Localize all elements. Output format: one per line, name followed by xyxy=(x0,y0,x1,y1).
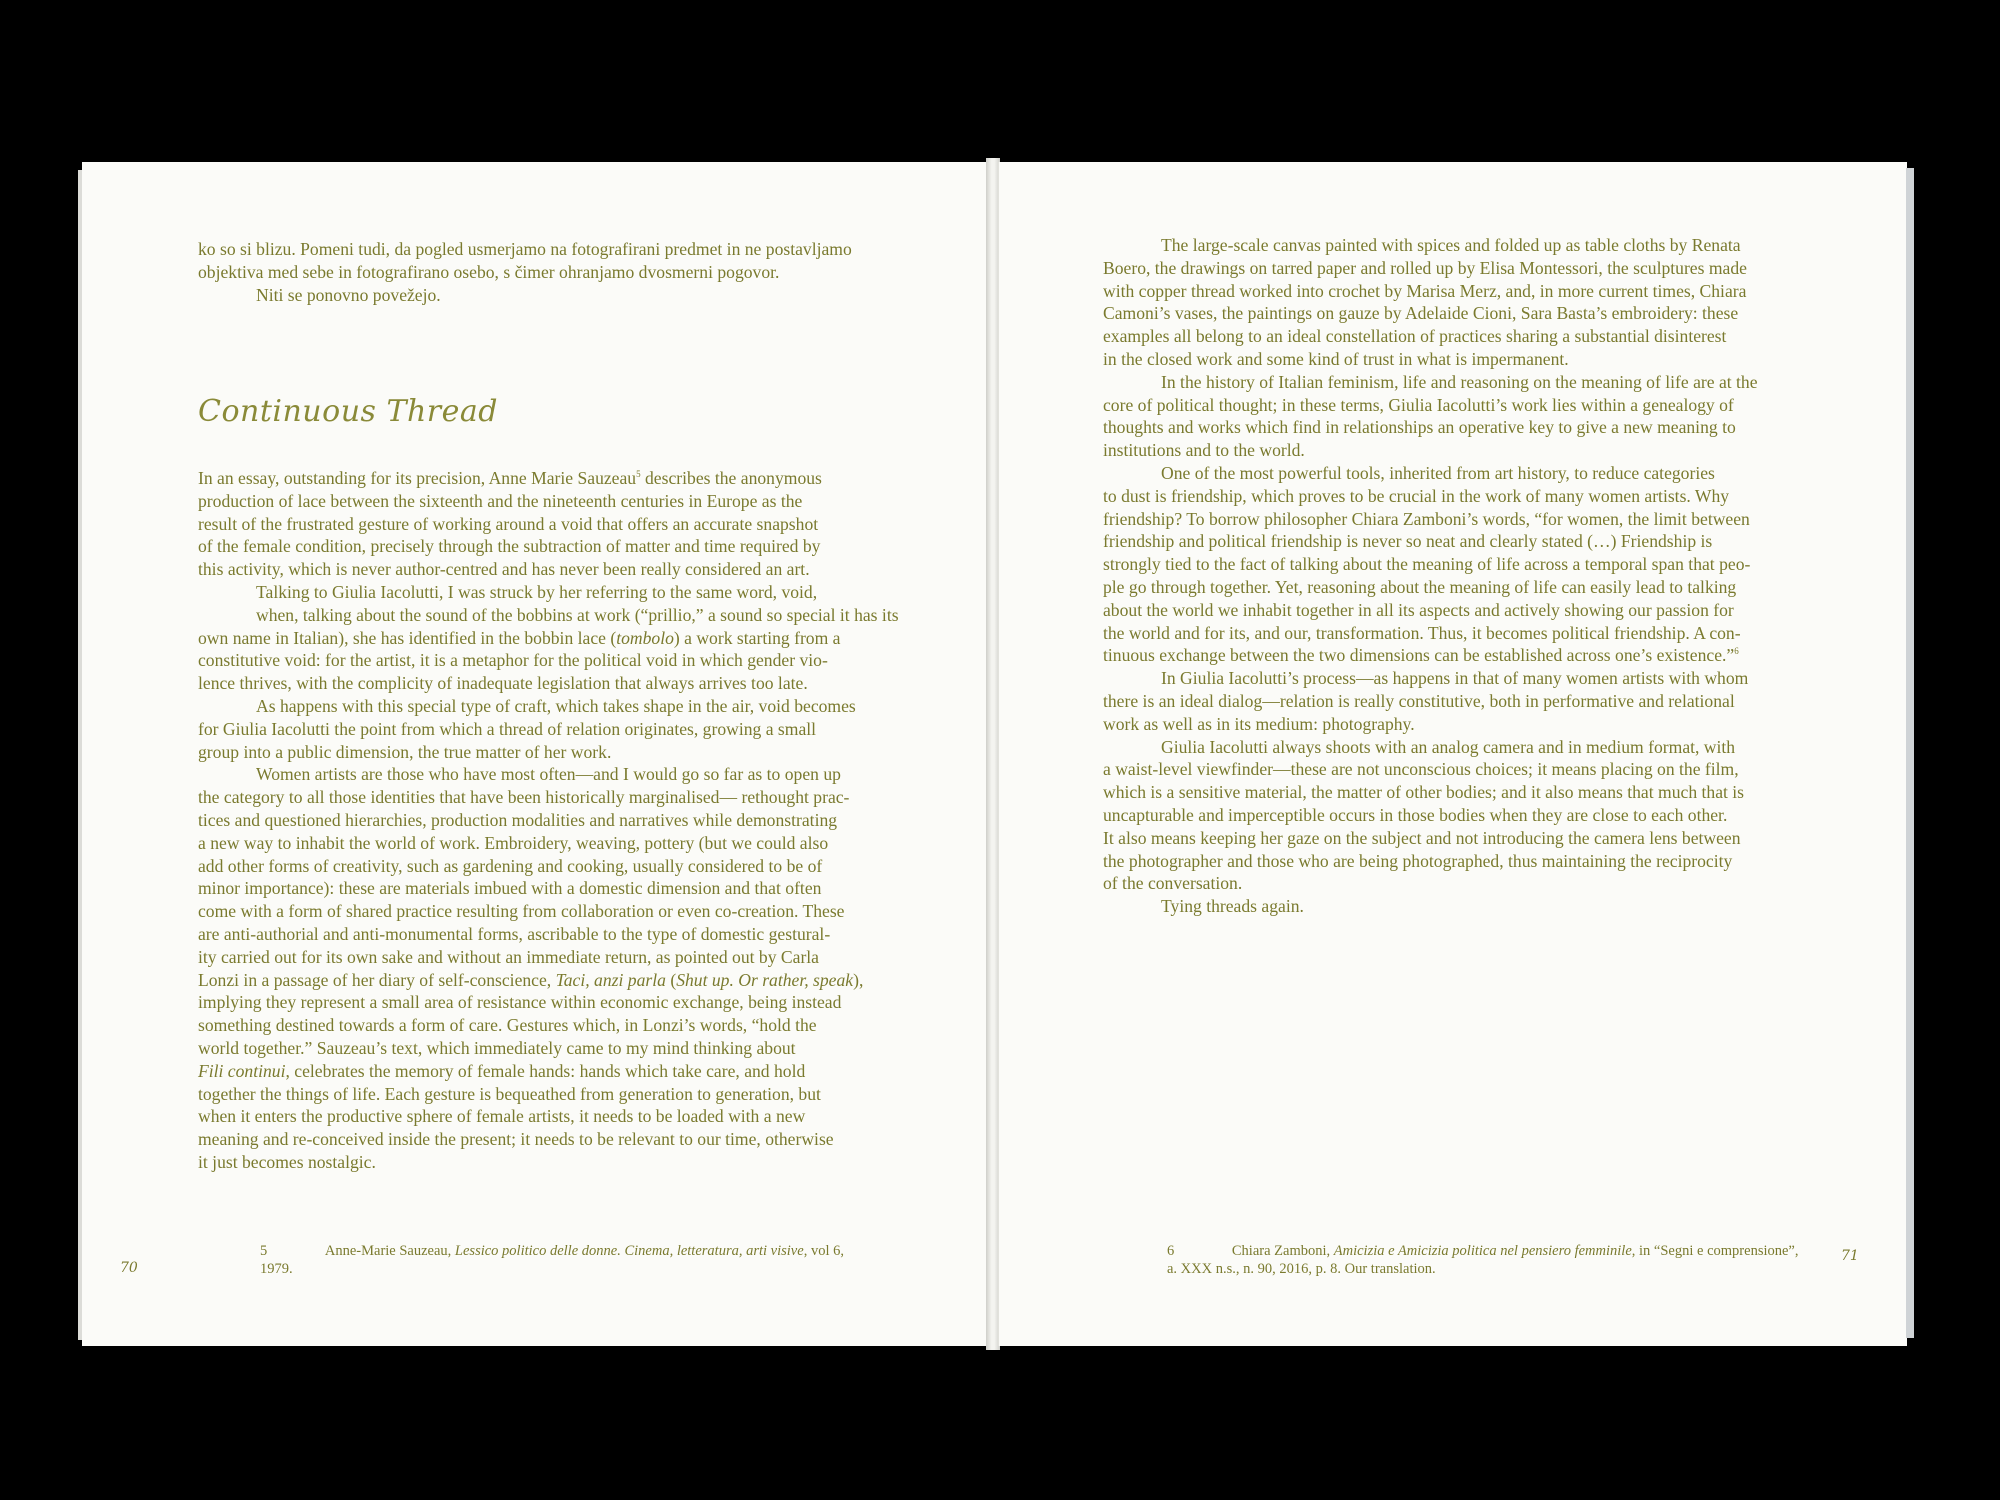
text-line: group into a public dimension, the true matter of her work. xyxy=(198,741,612,762)
text-line: which is a sensitive material, the matter of other bodies; and it also means that much that is xyxy=(1103,782,1745,803)
text-run: , celebrates the memory of female hands: hands which take care, and hold xyxy=(285,1060,806,1081)
text-line: One of the most powerful tools, inherited from art history, to reduce categories xyxy=(1161,462,1715,483)
text-line: institutions and to the world. xyxy=(1103,440,1305,461)
text-line: Women artists are those who have most often—and I would go so far as to open up xyxy=(256,764,841,785)
main-body-text xyxy=(1103,234,1758,918)
text-line: for Giulia Iacolutti the point from which a thread of relation originates, growing a small xyxy=(198,718,817,739)
text-line: Niti se ponovno povežejo. xyxy=(256,284,441,305)
text-line: objektiva med sebe in fotografirano osebo, s čimer ohranjamo dvosmerni pogovor. xyxy=(198,261,780,282)
text-line: something destined towards a form of care. Gestures which, in Lonzi’s words, “hold the xyxy=(198,1015,817,1036)
text-line xyxy=(1103,644,1758,667)
main-body-text xyxy=(198,467,899,1174)
footnote-author: Anne-Marie Sauzeau, xyxy=(324,1243,455,1259)
page-edge xyxy=(1906,168,1914,1338)
text-line: the category to all those identities that have been historically marginalised— rethought prac- xyxy=(198,787,850,808)
text-line: with copper thread worked into crochet by Marisa Merz, and, in more current times, Chiara xyxy=(1103,280,1747,301)
footnote-5 xyxy=(260,1242,844,1278)
text-line: a new way to inhabit the world of work. Embroidery, weaving, pottery (but we could also xyxy=(198,832,829,853)
text-line: production of lace between the sixteenth and the nineteenth centuries in Europe as the xyxy=(198,490,803,511)
text-line: implying they represent a small area of resistance within economic exchange, being instead xyxy=(198,992,842,1013)
text-line: As happens with this special type of craft, which takes shape in the air, void becomes xyxy=(256,695,856,716)
text-run: Lonzi in a passage of her diary of self-conscience, xyxy=(198,969,556,990)
text-line: tices and questioned hierarchies, production modalities and narratives while demonstrating xyxy=(198,809,838,830)
footnote-number: 5 xyxy=(260,1243,268,1259)
italic-title: Taci, anzi parla xyxy=(555,969,666,990)
text-run: describes the anonymous xyxy=(640,468,822,488)
text-line: together the things of life. Each gesture is bequeathed from generation to generation, but xyxy=(198,1083,821,1104)
text-line: ple go through together. Yet, reasoning about the meaning of life can easily lead to talking xyxy=(1103,576,1737,597)
footnote-author: Chiara Zamboni, xyxy=(1231,1243,1334,1259)
text-line xyxy=(198,1060,899,1083)
text-line: in the closed work and some kind of trust in what is impermanent. xyxy=(1103,348,1569,369)
footnote-year: 1979. xyxy=(260,1261,293,1277)
italic-term: tombolo xyxy=(616,627,674,648)
text-line: ko so si blizu. Pomeni tudi, da pogled usmerjamo na fotografirani predmet in ne postavljamo xyxy=(198,239,852,259)
text-line: core of political thought; in these terms, Giulia Iacolutti’s work lies within a genealogy of xyxy=(1103,394,1734,415)
text-line: Tying threads again. xyxy=(1161,896,1304,917)
right-page xyxy=(998,162,1907,1346)
text-run: ), xyxy=(853,969,864,990)
text-line xyxy=(198,627,899,650)
footnote-rest: , in “Segni e comprensione”, xyxy=(1631,1243,1799,1259)
text-line: it just becomes nostalgic. xyxy=(198,1151,376,1172)
text-line: are anti-authorial and anti-monumental forms, ascribable to the type of domestic gestural- xyxy=(198,923,831,944)
footnote-title: Amicizia e Amicizia politica nel pensiero femminile xyxy=(1333,1243,1632,1259)
text-line: world together.” Sauzeau’s text, which immediately came to my mind thinking about xyxy=(198,1037,796,1058)
text-line: Giulia Iacolutti always shoots with an analog camera and in medium format, with xyxy=(1161,736,1736,757)
text-line: about the world we inhabit together in all its aspects and actively showing our passion for xyxy=(1103,599,1734,620)
text-line: strongly tied to the fact of talking about the meaning of life across a temporal span that peo- xyxy=(1103,554,1751,575)
footnote-title: Lessico politico delle donne. Cinema, letteratura, arti visive xyxy=(454,1243,804,1259)
text-line: friendship and political friendship is never so neat and clearly stated (…) Friendship is xyxy=(1103,531,1713,552)
text-line: Camoni’s vases, the paintings on gauze by Adelaide Cioni, Sara Basta’s embroidery: these xyxy=(1103,303,1739,324)
text-line: when, talking about the sound of the bobbins at work (“prillio,” a sound so special it has its xyxy=(256,604,899,625)
text-line: lence thrives, with the complicity of inadequate legislation that always arrives too late. xyxy=(198,673,808,694)
text-line: ity carried out for its own sake and without an immediate return, as pointed out by Carla xyxy=(198,946,819,967)
section-heading: Continuous Thread xyxy=(198,394,498,429)
text-line: work as well as in its medium: photography. xyxy=(1103,713,1415,734)
footnote-continuation: a. XXX n.s., n. 90, 2016, p. 8. Our translation. xyxy=(1167,1261,1436,1277)
text-line: there is an ideal dialog—relation is really constitutive, both in performative and relational xyxy=(1103,690,1735,711)
left-page xyxy=(82,162,991,1346)
page-number: 70 xyxy=(120,1260,138,1276)
italic-title: Shut up. Or rather, speak xyxy=(676,969,854,990)
text-line: this activity, which is never author-centred and has never been really considered an art. xyxy=(198,559,810,580)
continuation-paragraph xyxy=(198,238,852,306)
text-line: friendship? To borrow philosopher Chiara Zamboni’s words, “for women, the limit between xyxy=(1103,508,1750,529)
text-line: constitutive void: for the artist, it is a metaphor for the political void in which gender vio- xyxy=(198,650,828,671)
text-line: of the conversation. xyxy=(1103,873,1243,894)
footnote-6 xyxy=(1167,1242,1798,1278)
text-line: examples all belong to an ideal constellation of practices sharing a substantial disinterest xyxy=(1103,326,1727,347)
text-line: Boero, the drawings on tarred paper and rolled up by Elisa Montessori, the sculptures made xyxy=(1103,257,1747,278)
page-number: 71 xyxy=(1841,1248,1859,1264)
text-line: minor importance): these are materials imbued with a domestic dimension and that often xyxy=(198,878,822,899)
text-run: tinuous exchange between the two dimensions can be established across one’s existence.” xyxy=(1103,645,1735,666)
text-line: meaning and re-conceived inside the present; it needs to be relevant to our time, otherwise xyxy=(198,1129,834,1150)
text-line: the world and for its, and our, transformation. Thus, it becomes political friendship. A con- xyxy=(1103,622,1741,643)
text-line: uncapturable and imperceptible occurs in those bodies when they are close to each other. xyxy=(1103,804,1728,825)
italic-title: Fili continui xyxy=(198,1060,286,1081)
text-line: a waist-level viewfinder—these are not unconscious choices; it means placing on the film, xyxy=(1103,759,1739,780)
text-run: own name in Italian), she has identified in the bobbin lace ( xyxy=(198,627,617,648)
text-line xyxy=(198,467,899,490)
text-line: of the female condition, precisely through the subtraction of matter and time required by xyxy=(198,536,821,557)
text-line: result of the frustrated gesture of working around a void that offers an accurate snapshot xyxy=(198,513,819,534)
text-run: ( xyxy=(665,969,677,990)
text-line: when it enters the productive sphere of female artists, it needs to be loaded with a new xyxy=(198,1106,806,1127)
text-line: add other forms of creativity, such as gardening and cooking, usually considered to be of xyxy=(198,855,823,876)
footnote-rest: , vol 6, xyxy=(803,1243,844,1259)
text-line: come with a form of shared practice resulting from collaboration or even co-creation. These xyxy=(198,901,845,922)
text-run: ) a work starting from a xyxy=(673,627,841,648)
text-line: Talking to Giulia Iacolutti, I was struck by her referring to the same word, void, xyxy=(256,581,818,602)
text-line: to dust is friendship, which proves to be crucial in the work of many women artists. Why xyxy=(1103,485,1730,506)
footnote-marker: 5 xyxy=(636,469,641,480)
footnote-marker: 6 xyxy=(1734,646,1739,657)
text-line: thoughts and works which find in relationships an operative key to give a new meaning to xyxy=(1103,417,1736,438)
text-line: In Giulia Iacolutti’s process—as happens in that of many women artists with whom xyxy=(1161,668,1749,689)
text-line: The large-scale canvas painted with spices and folded up as table cloths by Renata xyxy=(1161,235,1741,255)
footnote-number: 6 xyxy=(1167,1243,1175,1259)
text-line: It also means keeping her gaze on the subject and not introducing the camera lens between xyxy=(1103,827,1741,848)
text-line: the photographer and those who are being photographed, thus maintaining the reciprocity xyxy=(1103,850,1733,871)
text-line xyxy=(198,969,899,992)
text-run: In an essay, outstanding for its precision, Anne Marie Sauzeau xyxy=(198,468,637,488)
text-line: In the history of Italian feminism, life and reasoning on the meaning of life are at the xyxy=(1161,371,1758,392)
